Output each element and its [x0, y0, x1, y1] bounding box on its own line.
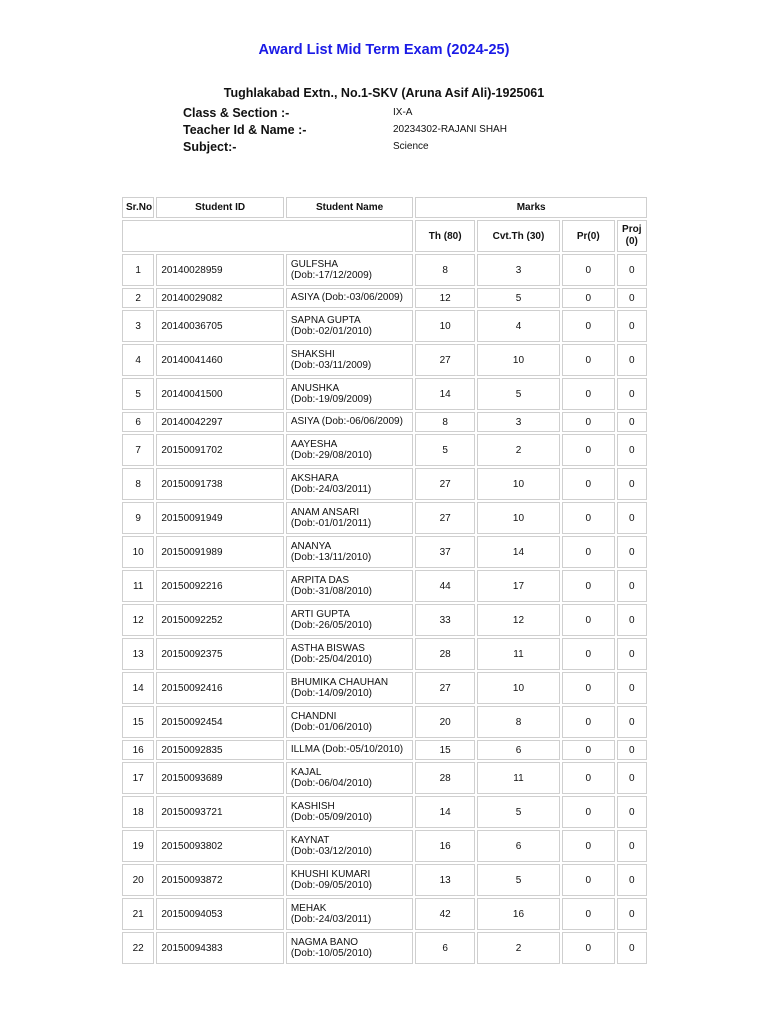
cvt-marks-cell: 2 — [477, 434, 560, 466]
table-row — [122, 434, 647, 466]
cvt-marks-cell: 3 — [477, 412, 560, 432]
student-name: CHANDNI — [290, 710, 337, 722]
student-id-cell: 20140036705 — [156, 310, 283, 342]
cvt-marks-cell: 2 — [477, 932, 560, 964]
proj-marks-cell: 0 — [617, 570, 647, 602]
student-name: KASHISH — [290, 800, 335, 812]
srno-cell: 1 — [122, 254, 154, 286]
student-name-cell — [286, 706, 413, 738]
cvt-marks-cell: 10 — [477, 344, 560, 376]
cvt-marks-cell: 11 — [477, 638, 560, 670]
table-row — [122, 310, 647, 342]
cvt-marks-cell: 6 — [477, 830, 560, 862]
header-row — [122, 197, 647, 218]
srno-cell: 10 — [122, 536, 154, 568]
student-id-cell: 20150093721 — [156, 796, 283, 828]
proj-marks-cell: 0 — [617, 706, 647, 738]
srno-cell: 19 — [122, 830, 154, 862]
student-id-cell: 20140029082 — [156, 288, 283, 308]
student-id-cell: 20150092416 — [156, 672, 283, 704]
student-dob: (Dob:-03/11/2009) — [290, 360, 372, 371]
student-id-header: Student ID — [156, 197, 283, 218]
th-marks-cell: 33 — [415, 604, 475, 636]
cvt-marks-cell: 11 — [477, 762, 560, 794]
pr-marks-cell: 0 — [562, 502, 615, 534]
th-marks-cell: 37 — [415, 536, 475, 568]
srno-cell: 18 — [122, 796, 154, 828]
srno-cell: 7 — [122, 434, 154, 466]
student-dob: (Dob:-05/09/2010) — [290, 812, 373, 823]
student-dob: (Dob:-10/05/2010) — [290, 948, 373, 959]
proj-marks-cell: 0 — [617, 830, 647, 862]
proj-marks-cell: 0 — [617, 638, 647, 670]
proj-marks-cell: 0 — [617, 468, 647, 500]
student-name: ARPITA DAS — [290, 574, 350, 586]
class-section-row — [183, 104, 507, 121]
table-row — [122, 830, 647, 862]
cvt-marks-cell: 5 — [477, 796, 560, 828]
proj-marks-cell: 0 — [617, 740, 647, 760]
th-marks-cell: 10 — [415, 310, 475, 342]
student-name-cell — [286, 638, 413, 670]
student-dob: (Dob:-14/09/2010) — [290, 688, 373, 699]
table-row — [122, 412, 647, 432]
pr-marks-cell: 0 — [562, 932, 615, 964]
student-name-cell — [286, 740, 413, 760]
srno-cell: 5 — [122, 378, 154, 410]
th-marks-cell: 20 — [415, 706, 475, 738]
proj-header-line1: Proj — [622, 224, 642, 235]
cvt-marks-cell: 3 — [477, 254, 560, 286]
pr-marks-cell: 0 — [562, 310, 615, 342]
th-marks-cell: 6 — [415, 932, 475, 964]
proj-marks-cell: 0 — [617, 434, 647, 466]
proj-marks-cell: 0 — [617, 310, 647, 342]
srno-cell: 21 — [122, 898, 154, 930]
cvt-marks-cell: 5 — [477, 378, 560, 410]
pr-marks-cell: 0 — [562, 796, 615, 828]
student-dob: (Dob:-24/03/2011) — [290, 914, 372, 925]
proj-header-line2: (0) — [625, 236, 638, 247]
table-row — [122, 706, 647, 738]
table-row — [122, 536, 647, 568]
student-name-cell — [286, 604, 413, 636]
cvt-marks-cell: 6 — [477, 740, 560, 760]
student-name: GULFSHA — [290, 258, 339, 270]
student-name-cell — [286, 570, 413, 602]
proj-marks-cell: 0 — [617, 378, 647, 410]
th-marks-cell: 14 — [415, 378, 475, 410]
pr-marks-cell: 0 — [562, 570, 615, 602]
student-id-cell: 20150092252 — [156, 604, 283, 636]
proj-marks-cell: 0 — [617, 536, 647, 568]
student-name-cell — [286, 412, 413, 432]
srno-cell: 15 — [122, 706, 154, 738]
table-row — [122, 740, 647, 760]
srno-cell: 8 — [122, 468, 154, 500]
teacher-label: Teacher Id & Name :- — [183, 122, 307, 137]
blank-header-cell — [122, 220, 413, 252]
student-name-cell — [286, 864, 413, 896]
table-row — [122, 570, 647, 602]
table-row — [122, 796, 647, 828]
cvt-marks-cell: 10 — [477, 502, 560, 534]
student-id-cell: 20150092216 — [156, 570, 283, 602]
page-title: Award List Mid Term Exam (2024-25) — [258, 42, 510, 58]
th-marks-cell: 27 — [415, 468, 475, 500]
student-dob: (Dob:-01/06/2010) — [290, 722, 373, 733]
subject-value: Science — [393, 141, 429, 152]
table-row — [122, 762, 647, 794]
student-dob: (Dob:-24/03/2011) — [290, 484, 372, 495]
pr-marks-cell: 0 — [562, 706, 615, 738]
student-name: SHAKSHI — [290, 348, 335, 360]
sub-header-row — [122, 220, 647, 252]
srno-cell: 16 — [122, 740, 154, 760]
table-row — [122, 254, 647, 286]
th-marks-cell: 15 — [415, 740, 475, 760]
proj-marks-cell: 0 — [617, 288, 647, 308]
proj-marks-cell: 0 — [617, 254, 647, 286]
proj-marks-cell: 0 — [617, 502, 647, 534]
student-name-cell — [286, 434, 413, 466]
table-row — [122, 864, 647, 896]
cvt-marks-cell: 10 — [477, 672, 560, 704]
th-marks-cell: 27 — [415, 672, 475, 704]
cvt-marks-cell: 17 — [477, 570, 560, 602]
table-row — [122, 672, 647, 704]
class-section-label: Class & Section :- — [183, 105, 290, 120]
student-name: NAGMA BANO — [290, 936, 359, 948]
pr-marks-cell: 0 — [562, 604, 615, 636]
student-name-cell — [286, 344, 413, 376]
class-section-value: IX-A — [393, 107, 413, 118]
srno-cell: 2 — [122, 288, 154, 308]
student-name: MEHAK — [290, 902, 327, 914]
th-marks-cell: 8 — [415, 254, 475, 286]
student-dob: (Dob:-31/08/2010) — [290, 586, 373, 597]
student-id-cell: 20150091738 — [156, 468, 283, 500]
table-row — [122, 502, 647, 534]
th-marks-cell: 28 — [415, 638, 475, 670]
srno-cell: 11 — [122, 570, 154, 602]
cvt-marks-cell: 12 — [477, 604, 560, 636]
student-dob: (Dob:-29/08/2010) — [290, 450, 373, 461]
school-name: Tughlakabad Extn., No.1-SKV (Aruna Asif Ali)-1925061 — [223, 86, 545, 100]
student-name: ANAM ANSARI — [290, 506, 360, 518]
cvt-header: Cvt.Th (30) — [477, 220, 560, 252]
student-name: ARTI GUPTA — [290, 608, 350, 620]
th-marks-cell: 14 — [415, 796, 475, 828]
student-dob: (Dob:-19/09/2009) — [290, 394, 373, 405]
cvt-marks-cell: 4 — [477, 310, 560, 342]
pr-marks-cell: 0 — [562, 898, 615, 930]
student-name-cell — [286, 830, 413, 862]
marks-header: Marks — [415, 197, 647, 218]
student-id-cell: 20150094053 — [156, 898, 283, 930]
th-marks-cell: 12 — [415, 288, 475, 308]
th-marks-cell: 13 — [415, 864, 475, 896]
srno-cell: 22 — [122, 932, 154, 964]
srno-cell: 20 — [122, 864, 154, 896]
proj-marks-cell: 0 — [617, 604, 647, 636]
student-dob: (Dob:-25/04/2010) — [290, 654, 373, 665]
student-name-cell — [286, 254, 413, 286]
pr-marks-cell: 0 — [562, 536, 615, 568]
srno-cell: 4 — [122, 344, 154, 376]
srno-cell: 14 — [122, 672, 154, 704]
student-name-cell — [286, 288, 413, 308]
pr-marks-cell: 0 — [562, 830, 615, 862]
srno-cell: 6 — [122, 412, 154, 432]
pr-marks-cell: 0 — [562, 434, 615, 466]
proj-marks-cell: 0 — [617, 864, 647, 896]
srno-cell: 3 — [122, 310, 154, 342]
pr-marks-cell: 0 — [562, 412, 615, 432]
proj-marks-cell: 0 — [617, 898, 647, 930]
cvt-marks-cell: 10 — [477, 468, 560, 500]
student-name-cell — [286, 898, 413, 930]
student-name: KAYNAT — [290, 834, 330, 846]
student-id-cell: 20150094383 — [156, 932, 283, 964]
table-row — [122, 378, 647, 410]
srno-cell: 12 — [122, 604, 154, 636]
pr-marks-cell: 0 — [562, 638, 615, 670]
th-header: Th (80) — [415, 220, 475, 252]
student-id-cell: 20140041460 — [156, 344, 283, 376]
student-name: BHUMIKA CHAUHAN — [290, 676, 389, 688]
student-name: AAYESHA — [290, 438, 338, 450]
student-id-cell: 20150092454 — [156, 706, 283, 738]
pr-marks-cell: 0 — [562, 378, 615, 410]
student-name: SAPNA GUPTA — [290, 314, 361, 326]
student-name: ILLMA (Dob:-05/10/2010) — [290, 744, 404, 756]
student-name-cell — [286, 536, 413, 568]
subject-label: Subject:- — [183, 139, 237, 154]
th-marks-cell: 42 — [415, 898, 475, 930]
cvt-marks-cell: 8 — [477, 706, 560, 738]
proj-marks-cell: 0 — [617, 344, 647, 376]
student-name: ASIYA (Dob:-03/06/2009) — [290, 292, 403, 304]
table-row — [122, 288, 647, 308]
table-row — [122, 604, 647, 636]
exam-info — [183, 104, 507, 155]
student-id-cell: 20150093689 — [156, 762, 283, 794]
student-name-cell — [286, 932, 413, 964]
student-dob: (Dob:-03/12/2010) — [290, 846, 373, 857]
student-name: ASTHA BISWAS — [290, 642, 365, 654]
srno-cell: 13 — [122, 638, 154, 670]
cvt-marks-cell: 5 — [477, 288, 560, 308]
table-row — [122, 468, 647, 500]
student-id-cell: 20140041500 — [156, 378, 283, 410]
student-name-header: Student Name — [286, 197, 413, 218]
student-id-cell: 20150093872 — [156, 864, 283, 896]
srno-cell: 17 — [122, 762, 154, 794]
th-marks-cell: 5 — [415, 434, 475, 466]
th-marks-cell: 44 — [415, 570, 475, 602]
student-id-cell: 20140042297 — [156, 412, 283, 432]
student-name-cell — [286, 762, 413, 794]
pr-marks-cell: 0 — [562, 468, 615, 500]
student-name: ANANYA — [290, 540, 332, 552]
proj-marks-cell: 0 — [617, 762, 647, 794]
student-id-cell: 20150091989 — [156, 536, 283, 568]
srno-cell: 9 — [122, 502, 154, 534]
th-marks-cell: 16 — [415, 830, 475, 862]
student-id-cell: 20140028959 — [156, 254, 283, 286]
cvt-marks-cell: 14 — [477, 536, 560, 568]
student-id-cell: 20150092375 — [156, 638, 283, 670]
student-dob: (Dob:-06/04/2010) — [290, 778, 373, 789]
pr-marks-cell: 0 — [562, 672, 615, 704]
proj-marks-cell: 0 — [617, 796, 647, 828]
student-name-cell — [286, 310, 413, 342]
table-row — [122, 932, 647, 964]
student-dob: (Dob:-09/05/2010) — [290, 880, 373, 891]
srno-header: Sr.No — [122, 197, 154, 218]
table-row — [122, 638, 647, 670]
th-marks-cell: 8 — [415, 412, 475, 432]
student-dob: (Dob:-26/05/2010) — [290, 620, 373, 631]
pr-marks-cell: 0 — [562, 288, 615, 308]
table-row — [122, 344, 647, 376]
student-id-cell: 20150093802 — [156, 830, 283, 862]
student-name-cell — [286, 502, 413, 534]
student-dob: (Dob:-17/12/2009) — [290, 270, 373, 281]
pr-marks-cell: 0 — [562, 864, 615, 896]
student-name: AKSHARA — [290, 472, 339, 484]
student-dob: (Dob:-13/11/2010) — [290, 552, 372, 563]
pr-marks-cell: 0 — [562, 344, 615, 376]
student-name: ANUSHKA — [290, 382, 340, 394]
th-marks-cell: 28 — [415, 762, 475, 794]
proj-marks-cell: 0 — [617, 672, 647, 704]
cvt-marks-cell: 16 — [477, 898, 560, 930]
proj-marks-cell: 0 — [617, 932, 647, 964]
student-name-cell — [286, 378, 413, 410]
teacher-value: 20234302-RAJANI SHAH — [393, 124, 507, 135]
teacher-row — [183, 121, 507, 138]
pr-marks-cell: 0 — [562, 762, 615, 794]
student-name: KHUSHI KUMARI — [290, 868, 371, 880]
student-name-cell — [286, 796, 413, 828]
student-name: KAJAL — [290, 766, 322, 778]
th-marks-cell: 27 — [415, 502, 475, 534]
student-name-cell — [286, 468, 413, 500]
student-dob: (Dob:-02/01/2010) — [290, 326, 373, 337]
student-id-cell: 20150092835 — [156, 740, 283, 760]
subject-row — [183, 138, 507, 155]
proj-header — [617, 220, 647, 252]
table-row — [122, 898, 647, 930]
proj-marks-cell: 0 — [617, 412, 647, 432]
student-id-cell: 20150091949 — [156, 502, 283, 534]
pr-marks-cell: 0 — [562, 740, 615, 760]
student-name: ASIYA (Dob:-06/06/2009) — [290, 416, 403, 428]
pr-header: Pr(0) — [562, 220, 615, 252]
award-list-table — [120, 195, 649, 966]
student-dob: (Dob:-01/01/2011) — [290, 518, 372, 529]
th-marks-cell: 27 — [415, 344, 475, 376]
student-name-cell — [286, 672, 413, 704]
pr-marks-cell: 0 — [562, 254, 615, 286]
cvt-marks-cell: 5 — [477, 864, 560, 896]
student-id-cell: 20150091702 — [156, 434, 283, 466]
